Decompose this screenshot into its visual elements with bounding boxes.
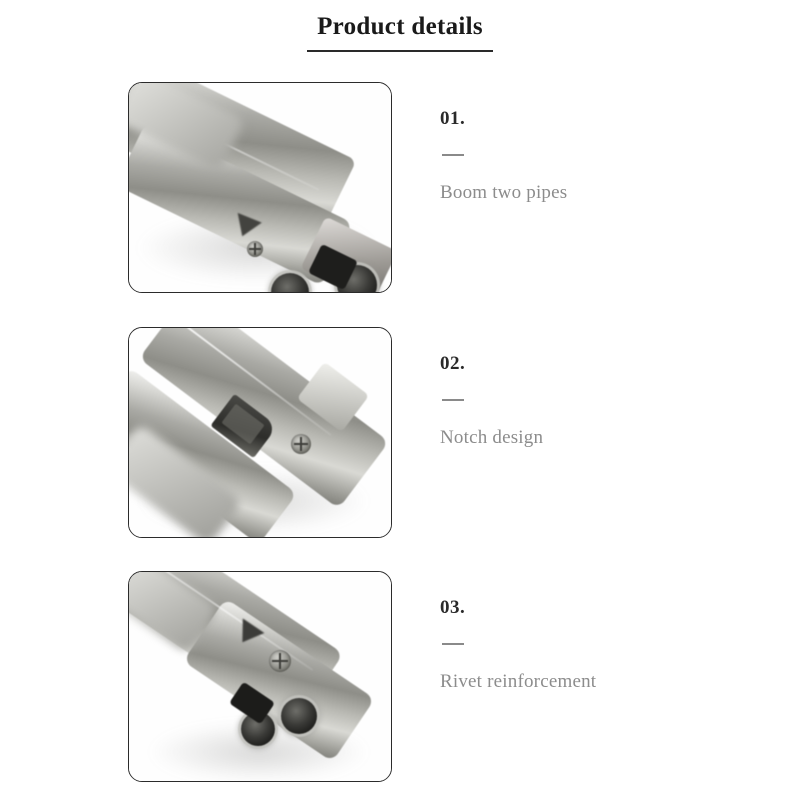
detail-divider-1 bbox=[442, 154, 464, 156]
detail-text-3 bbox=[440, 571, 770, 693]
photo1-screw bbox=[247, 241, 263, 257]
product-image-1 bbox=[128, 82, 392, 293]
detail-section-2 bbox=[0, 327, 800, 539]
detail-divider-2 bbox=[442, 399, 464, 401]
detail-number-1: 01. bbox=[440, 108, 466, 129]
detail-text-2 bbox=[440, 327, 770, 449]
photo3-notch bbox=[235, 624, 261, 644]
title-underline bbox=[307, 50, 493, 52]
detail-number-2: 02. bbox=[440, 353, 466, 374]
detail-caption-2: Notch design bbox=[440, 427, 544, 448]
detail-caption-1: Boom two pipes bbox=[440, 182, 568, 203]
detail-text-1 bbox=[440, 82, 770, 204]
product-image-2 bbox=[128, 327, 392, 538]
product-photo-2-content bbox=[129, 328, 391, 537]
photo3-rivet bbox=[269, 650, 291, 672]
detail-divider-3 bbox=[442, 643, 464, 645]
product-image-3 bbox=[128, 571, 392, 782]
detail-section-1 bbox=[0, 82, 800, 294]
detail-section-3 bbox=[0, 571, 800, 783]
detail-number-3: 03. bbox=[440, 597, 466, 618]
product-photo-1-content bbox=[129, 83, 391, 292]
photo2-screw bbox=[291, 434, 311, 454]
photo1-notch bbox=[233, 217, 259, 237]
photo3-tube-hole-right bbox=[281, 698, 317, 734]
product-photo-3-content bbox=[129, 572, 391, 781]
page-title: Product details bbox=[317, 13, 483, 40]
page-title-block bbox=[0, 10, 800, 52]
detail-caption-3: Rivet reinforcement bbox=[440, 671, 597, 692]
